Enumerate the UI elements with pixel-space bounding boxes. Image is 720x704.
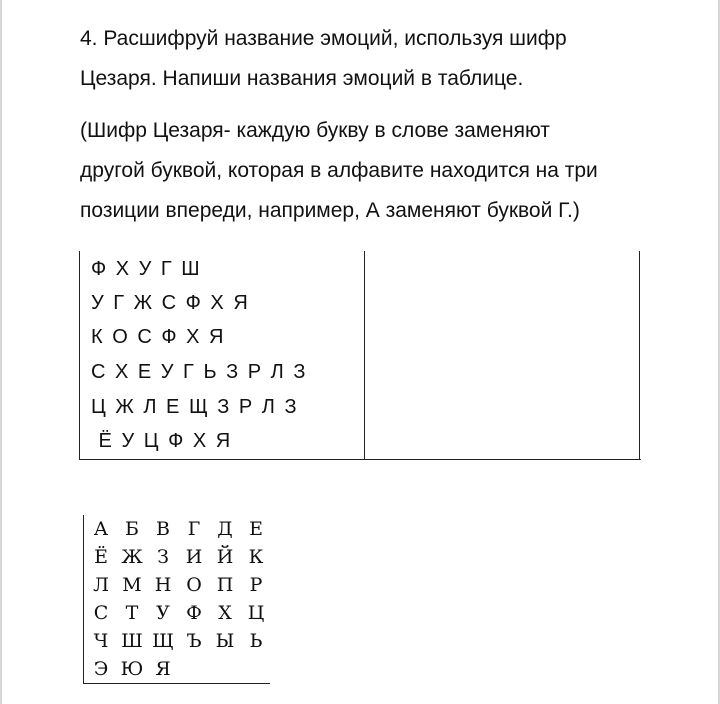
alphabet-letter: З <box>157 546 169 568</box>
answer-cell[interactable] <box>370 252 630 286</box>
alphabet-letter: Д <box>217 518 233 540</box>
note-line-3: позиции впереди, например, А заменяют буквой Г.) <box>80 199 580 222</box>
cipher-table <box>79 251 641 460</box>
right-border <box>639 251 640 459</box>
task-text <box>80 19 680 99</box>
alphabet-letter: Й <box>216 546 234 568</box>
answer-cell[interactable] <box>370 286 630 320</box>
cipher-explanation <box>80 111 680 231</box>
alphabet-letter: Ф <box>186 602 202 624</box>
alphabet-letter: Щ <box>152 630 174 652</box>
page-edge-left <box>0 0 2 704</box>
alphabet-letter: М <box>122 574 142 596</box>
note-line-2: другой буквой, которая в алфавите находится на три <box>80 159 598 182</box>
answer-cell[interactable] <box>370 355 630 389</box>
alphabet-letter: К <box>248 546 264 568</box>
alphabet-letter: Х <box>218 602 232 624</box>
task-line-2: Цезаря. Напиши названия эмоций в таблице. <box>80 67 524 90</box>
answer-cell[interactable] <box>370 390 630 424</box>
answer-cell[interactable] <box>370 424 630 458</box>
alphabet-letter: Б <box>125 518 139 540</box>
alphabet-letter: У <box>156 602 170 624</box>
alphabet-letter: Ь <box>249 630 263 652</box>
cipher-word: К О С Ф Х Я <box>91 326 226 348</box>
alphabet-letter: Я <box>155 658 171 680</box>
alphabet-letter: Ё <box>94 546 108 568</box>
alphabet-letter: Н <box>154 574 172 596</box>
note-line-1: (Шифр Цезаря- каждую букву в слове заменяют <box>80 119 550 142</box>
alphabet-letter: Ю <box>120 658 144 680</box>
alphabet-letter: Ы <box>215 630 235 652</box>
alphabet-letter: Ч <box>93 630 109 652</box>
alphabet-letter: Ц <box>247 602 265 624</box>
task-line-1: 4. Расшифруй название эмоций, используя шифр <box>80 27 567 50</box>
alphabet-letter: И <box>185 546 203 568</box>
alphabet-letter: Г <box>187 518 201 540</box>
alphabet-letter: П <box>216 574 234 596</box>
alphabet-letter: Е <box>249 518 263 540</box>
alphabet-letter: В <box>156 518 170 540</box>
answer-cell[interactable] <box>370 320 630 354</box>
alphabet-letter: Ш <box>121 630 143 652</box>
alphabet-letter: О <box>186 574 202 596</box>
alphabet-letter: С <box>93 602 109 624</box>
cipher-word: Ц Ж Л Е Щ З Р Л З <box>91 396 299 418</box>
alphabet-letter: Э <box>93 658 109 680</box>
cipher-word: С Х Е У Г Ь З Р Л З <box>91 361 308 383</box>
alphabet-letter: Ъ <box>186 630 202 652</box>
cipher-word: У Г Ж С Ф Х Я <box>91 292 250 314</box>
cipher-word: Ё У Ц Ф Х Я <box>91 430 233 452</box>
column-divider <box>364 251 365 459</box>
alphabet-grid <box>83 515 270 684</box>
cipher-word: Ф Х У Г Ш <box>91 258 202 280</box>
alphabet-letter: Л <box>93 574 109 596</box>
alphabet-letter: Т <box>125 602 139 624</box>
alphabet-letter: А <box>93 518 109 540</box>
alphabet-letter: Ж <box>121 546 143 568</box>
alphabet-letter: Р <box>249 574 263 596</box>
